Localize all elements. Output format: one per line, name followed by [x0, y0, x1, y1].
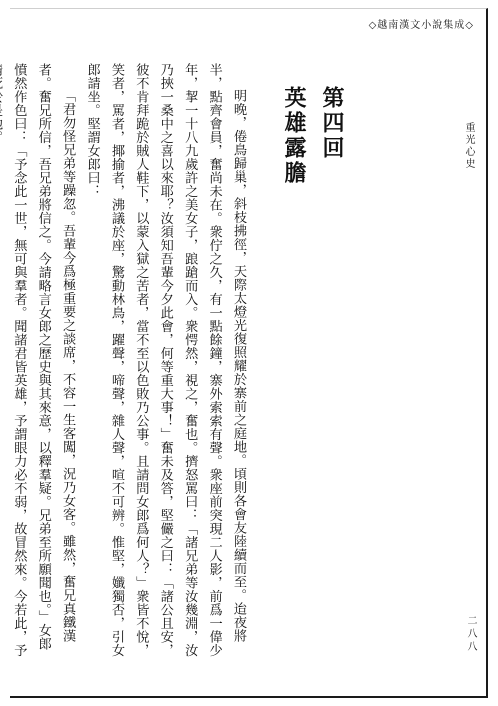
running-header: ◇越南漢文小說集成◇ — [368, 20, 474, 31]
chapter-number: 第四回 — [319, 86, 344, 161]
paragraph: 「君勿怪兄弟等躁忽。吾輩今爲極重要之談席，不容一生客闖，況乃女客。雖然，奮兄真鐵漢者。奮兄所信，吾兄弟將信之。今請略言女郎之歷史與其來意，以釋羣疑。兄弟至所願聞也。」女郎憤然作色曰：「予念此一世，無可與羣者。聞諸君皆英雄，予謂眼力必不弱，故冒然來。今若此，予 — [11, 63, 76, 657]
page-number: 二八八 — [465, 615, 476, 654]
side-title: 重光心史 — [463, 122, 474, 170]
body-text — [11, 63, 250, 663]
chapter-heading — [274, 86, 350, 256]
chapter-title: 英雄露膽 — [281, 86, 306, 186]
paragraph: 明晚，倦鳥歸巢，斜枝拂徑，天際太燈光復照耀於寨前之庭地。頃則各會友陸續而至。迨夜將半，點齊會員，奮尚未在。衆佇之久，有一點餘鐘，寨外索索有聲。衆座前突現二人影，前爲一偉少年，挈一十八九歲許之美女子，踉蹌而入。衆愕然，視之，奮也。擠怒罵曰：「諸兄弟等汝幾淵，汝乃挾一桑中之喜以來耶？汝須知吾輩今夕此會，何等重大事！」奮未及答，堅儼之曰：「諸公且安，彼不肯拜跪於賊人鞋下，以蒙入獄之苦者，當不至以色敗乃公事。且請問女郎爲何人？」衆皆不悅，笑者，罵者，揶揄者，沸議於座，驚動林鳥，躍聲，啼聲，雜人聲，喧不可辨。惟堅，孅獨否，引女郎請坐。堅謂女郎曰： — [84, 63, 246, 657]
